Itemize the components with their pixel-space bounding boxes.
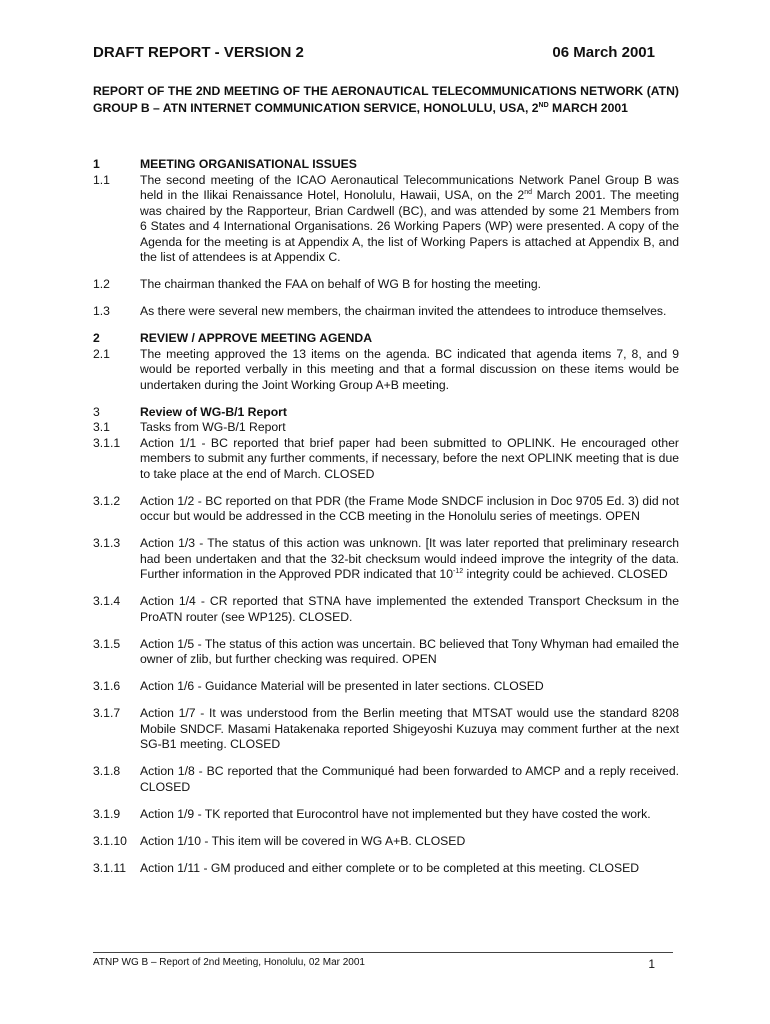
- paragraph-1-3: 1.3 As there were several new members, the chairman invited the attendees to introduce themselves.: [93, 304, 667, 318]
- report-body: [93, 157, 679, 876]
- section-heading-2: 2 REVIEW / APPROVE MEETING AGENDA: [93, 331, 373, 345]
- paragraph-3-1-9: 3.1.9 Action 1/9 - TK reported that Eurocontrol have not implemented but they have costed the work.: [93, 806, 651, 821]
- paragraph-3-1-1: 3.1.1 Action 1/1 - BC reported that brief paper had been submitted to OPLINK. He encouraged other members to submit any further comments, if necessary, before the next OPLINK meeting that is due to take place at the end of March. CLOSED: [93, 435, 679, 481]
- paragraph-3-1-11: 3.1.11 Action 1/11 - GM produced and either complete or to be completed at this meeting. CLOSED: [93, 860, 640, 875]
- paragraph-1-1: 1.1 The second meeting of the ICAO Aeronautical Telecommunications Network Panel Group B was held in the Ilikai Renaissance Hotel, Honolulu, Hawaii, USA, on the 2nd March 2001. The meeting was chaired by the Rapporteur, Brian Cardwell (BC), and was attended by some 21 Members from 6 States and 4 International Organisations. 26 Working Papers (WP) were presented. A copy of the Agenda for the meeting is at Appendix A, the list of Working Papers is attached at Appendix B, and the list of attendees is at Appendix C.: [93, 172, 679, 264]
- footer-divider: [93, 952, 673, 953]
- page-footer: [93, 957, 655, 971]
- paragraph-3-1-10: 3.1.10 Action 1/10 - This item will be covered in WG A+B. CLOSED: [93, 833, 466, 848]
- paragraph-2-1: 2.1 The meeting approved the 13 items on the agenda. BC indicated that agenda items 7, 8, and 9 would be reported verbally in this meeting and that a formal discussion on these items would be undertaken during the Joint Working Group A+B meeting.: [93, 346, 679, 392]
- draft-version-label: DRAFT REPORT - VERSION 2: [93, 44, 304, 61]
- subsection-heading-3-1: 3.1 Tasks from WG-B/1 Report: [93, 420, 286, 434]
- paragraph-3-1-6: 3.1.6 Action 1/6 - Guidance Material will be presented in later sections. CLOSED: [93, 679, 544, 693]
- page-number: 1: [648, 957, 655, 971]
- header-date: 06 March 2001: [552, 44, 655, 61]
- section-heading-3: 3 Review of WG-B/1 Report: [93, 404, 287, 419]
- paragraph-3-1-5: 3.1.5 Action 1/5 - The status of this action was uncertain. BC believed that Tony Whyman had emailed the owner of zlib, but further checking was required. OPEN: [93, 636, 679, 666]
- paragraph-3-1-2: 3.1.2 Action 1/2 - BC reported on that PDR (the Frame Mode SNDCF inclusion in Doc 9705 Ed. 3) did not occur but would be addressed in the CCB meeting in the Honolulu series of meetings. OPEN: [93, 493, 679, 523]
- footer-reference: ATNP WG B – Report of 2nd Meeting, Honolulu, 02 Mar 2001: [93, 957, 365, 968]
- paragraph-3-1-8: 3.1.8 Action 1/8 - BC reported that the Communiqué had been forwarded to AMCP and a reply received. CLOSED: [93, 764, 679, 794]
- section-heading-1: 1 MEETING ORGANISATIONAL ISSUES: [93, 157, 357, 171]
- paragraph-1-2: 1.2 The chairman thanked the FAA on behalf of WG B for hosting the meeting.: [93, 277, 542, 291]
- paragraph-3-1-7: 3.1.7 Action 1/7 - It was understood from the Berlin meeting that MTSAT would use the standard 8208 Mobile SNDCF. Masami Hatakenaka reported Shigeyoshi Kuzuya may comment further at the next SG-B1 meeting. CLOSED: [93, 706, 679, 751]
- page-header: [93, 44, 655, 61]
- report-title: REPORT OF THE 2ND MEETING OF THE AERONAUTICAL TELECOMMUNICATIONS NETWORK (ATN) GROUP B – ATN INTERNET COMMUNICATION SERVICE, HONOLULU, USA, 2ND MARCH 2001: [93, 84, 679, 115]
- paragraph-3-1-4: 3.1.4 Action 1/4 - CR reported that STNA have implemented the extended Transport Checksum in the ProATN router (see WP125). CLOSED.: [93, 594, 679, 624]
- paragraph-3-1-3: 3.1.3 Action 1/3 - The status of this action was unknown. [It was later reported that preliminary research had been undertaken and that the 32-bit checksum would indeed improve the integrity of the data. Further information in the Approved PDR indicated that $10^{-12}$ integrity could be achieved. CLOSED: [93, 536, 679, 581]
